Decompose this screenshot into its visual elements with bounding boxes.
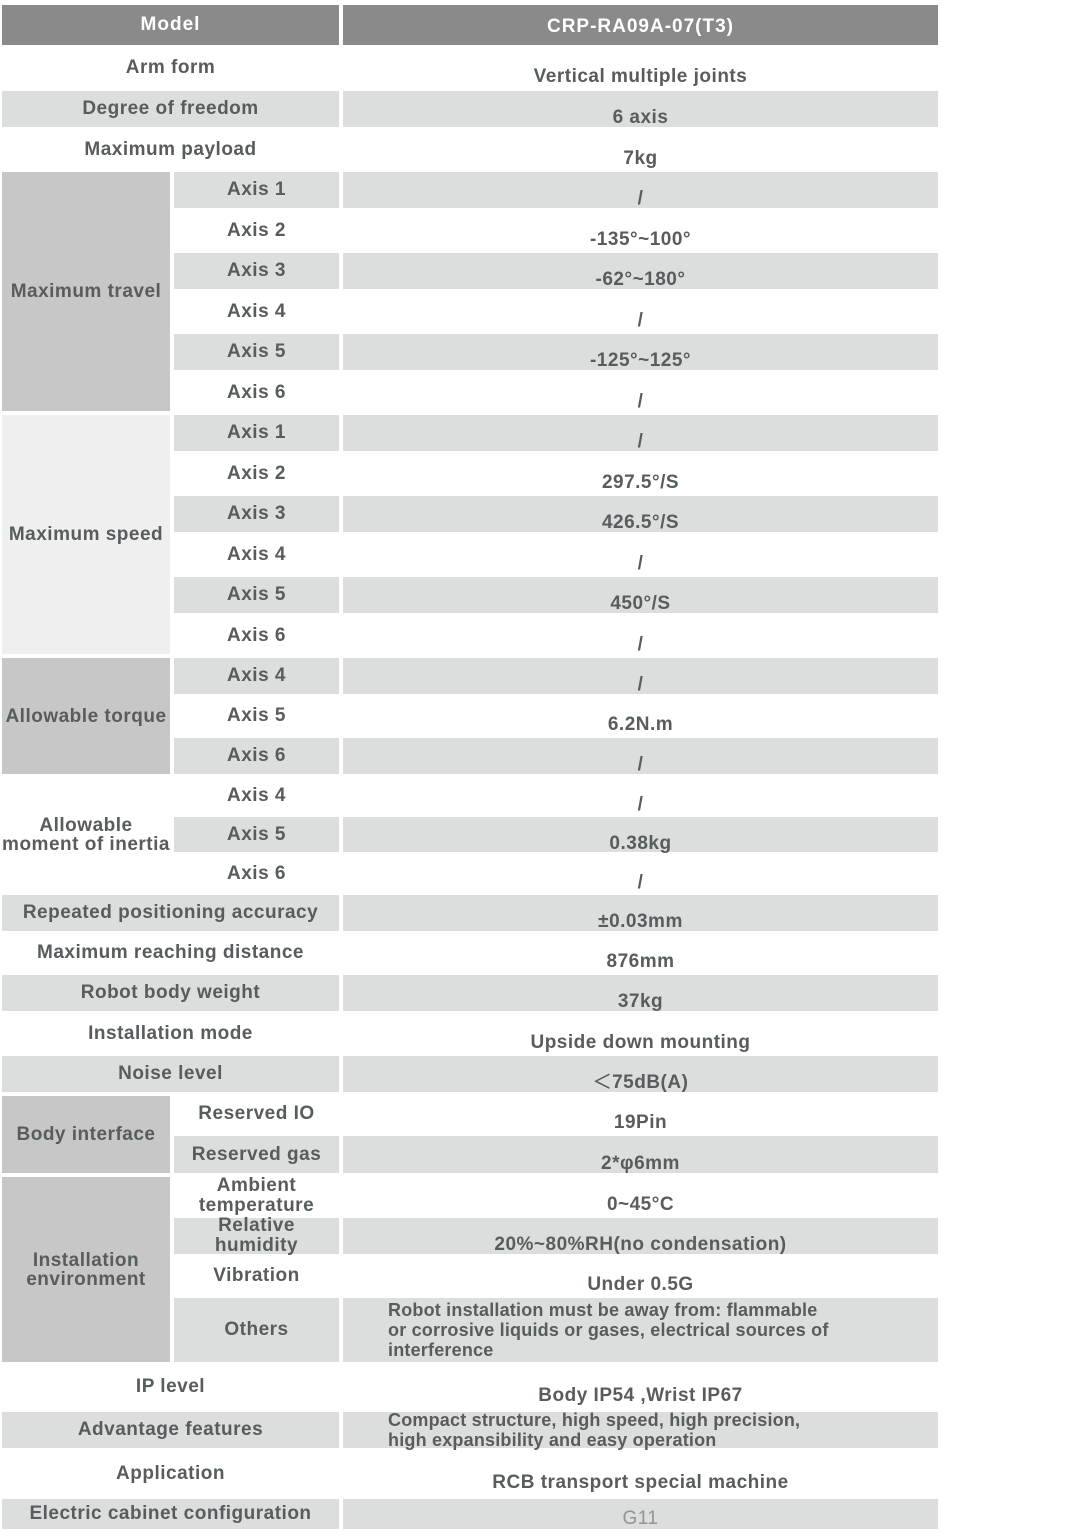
arm-form-value: Vertical multiple joints bbox=[533, 66, 748, 87]
speed-axis5-label-cell bbox=[174, 575, 339, 615]
travel-axis2-value: -135°~100° bbox=[589, 228, 692, 250]
body-weight-value-cell bbox=[343, 973, 938, 1013]
electric-cabinet-label: Electric cabinet configuration bbox=[29, 1503, 312, 1524]
payload-value-cell bbox=[343, 129, 938, 170]
travel-axis1-value-cell bbox=[343, 170, 938, 210]
relative-humidity-value-cell bbox=[343, 1216, 938, 1256]
torque-axis4-value: / bbox=[637, 674, 644, 695]
section-body-interface bbox=[2, 1094, 938, 1175]
application-value-cell bbox=[343, 1450, 938, 1497]
payload-value: 7kg bbox=[623, 147, 658, 169]
reserved-io-row bbox=[174, 1094, 938, 1134]
reserved-gas-value-cell bbox=[343, 1134, 938, 1175]
reserved-io-value-cell bbox=[343, 1094, 938, 1134]
electric-cabinet-value-cell bbox=[343, 1497, 938, 1531]
torque-axis5-row bbox=[174, 696, 938, 736]
row-advantage-features bbox=[2, 1410, 938, 1450]
reserved-gas-label: Reserved gas bbox=[191, 1143, 322, 1165]
electric-cabinet-value: G11 bbox=[622, 1508, 659, 1529]
speed-axis4-row bbox=[174, 534, 938, 575]
vibration-value: Under 0.5G bbox=[587, 1274, 694, 1295]
row-degree-of-freedom bbox=[2, 89, 938, 129]
allowable-moment-rows bbox=[174, 776, 938, 893]
travel-axis6-row bbox=[174, 372, 938, 413]
reserved-gas-value: 2*φ6mm bbox=[601, 1152, 680, 1174]
others-row bbox=[174, 1296, 938, 1364]
speed-axis5-row bbox=[174, 575, 938, 615]
travel-axis5-label: Axis 5 bbox=[227, 341, 286, 362]
allowable-moment-group-cell bbox=[2, 776, 170, 893]
travel-axis6-label: Axis 6 bbox=[227, 381, 286, 403]
allowable-torque-rows bbox=[174, 656, 938, 776]
speed-axis6-value: / bbox=[637, 633, 644, 655]
vibration-label-cell bbox=[174, 1256, 339, 1296]
travel-axis3-label: Axis 3 bbox=[227, 260, 286, 281]
travel-axis4-row bbox=[174, 291, 938, 332]
vibration-row bbox=[174, 1256, 938, 1296]
torque-axis4-value-cell bbox=[343, 656, 938, 696]
reaching-distance-label-cell bbox=[2, 933, 339, 973]
moment-axis5-label-cell bbox=[174, 815, 339, 854]
body-weight-label: Robot body weight bbox=[80, 982, 261, 1003]
noise-level-label-cell bbox=[2, 1054, 339, 1094]
speed-axis6-label-cell bbox=[174, 615, 339, 656]
travel-axis5-value: -125°~125° bbox=[589, 350, 692, 371]
payload-label: Maximum payload bbox=[84, 138, 257, 160]
section-allowable-moment bbox=[2, 776, 938, 893]
speed-axis3-label: Axis 3 bbox=[227, 503, 286, 524]
degree-value: 6 axis bbox=[612, 107, 669, 128]
speed-axis6-row bbox=[174, 615, 938, 656]
speed-axis5-value: 450°/S bbox=[610, 593, 671, 614]
speed-axis4-label: Axis 4 bbox=[227, 543, 286, 565]
torque-axis6-value: / bbox=[637, 754, 644, 775]
travel-axis3-row bbox=[174, 251, 938, 291]
travel-axis3-value: -62°~180° bbox=[595, 269, 686, 290]
relative-humidity-row bbox=[174, 1216, 938, 1256]
travel-axis1-row bbox=[174, 170, 938, 210]
speed-axis2-value: 297.5°/S bbox=[601, 471, 680, 493]
speed-axis4-value-cell bbox=[343, 534, 938, 575]
moment-axis6-value-cell bbox=[343, 854, 938, 893]
ip-level-value: Body IP54 ,Wrist IP67 bbox=[538, 1385, 743, 1406]
speed-axis2-label: Axis 2 bbox=[227, 462, 286, 484]
degree-label-cell bbox=[2, 89, 339, 129]
application-label: Application bbox=[116, 1462, 225, 1484]
section-maximum-speed bbox=[2, 413, 938, 656]
reserved-io-value: 19Pin bbox=[613, 1112, 668, 1133]
speed-axis6-value-cell bbox=[343, 615, 938, 656]
header-row bbox=[2, 3, 938, 47]
allowable-moment-label: Allowable moment of inertia bbox=[2, 814, 170, 855]
reaching-distance-value: 876mm bbox=[606, 951, 675, 972]
advantage-features-line2: high expansibility and easy operation bbox=[388, 1430, 717, 1450]
travel-axis6-value-cell bbox=[343, 372, 938, 413]
speed-axis2-value-cell bbox=[343, 453, 938, 494]
section-maximum-travel bbox=[2, 170, 938, 413]
ambient-temperature-label-cell bbox=[174, 1175, 339, 1216]
relative-humidity-value: 20%~80%RH(no condensation) bbox=[494, 1234, 787, 1255]
row-noise-level bbox=[2, 1054, 938, 1094]
degree-value-cell bbox=[343, 89, 938, 129]
moment-axis6-label: Axis 6 bbox=[227, 862, 286, 884]
advantage-features-line1: Compact structure, high speed, high precision, bbox=[388, 1410, 801, 1430]
ip-level-label-cell bbox=[2, 1364, 339, 1410]
travel-axis4-value-cell bbox=[343, 291, 938, 332]
speed-axis2-row bbox=[174, 453, 938, 494]
travel-axis2-label: Axis 2 bbox=[227, 219, 286, 241]
row-arm-form bbox=[2, 47, 938, 89]
moment-axis4-value-cell bbox=[343, 776, 938, 815]
moment-axis4-label: Axis 4 bbox=[227, 784, 286, 806]
others-value-line1: Robot installation must be away from: flammable bbox=[388, 1300, 818, 1320]
allowable-torque-group-cell bbox=[2, 656, 170, 776]
installation-mode-value-cell bbox=[343, 1013, 938, 1054]
installation-environment-group-cell bbox=[2, 1175, 170, 1364]
model-label: Model bbox=[140, 14, 201, 35]
travel-axis2-label-cell bbox=[174, 210, 339, 251]
torque-axis5-value-cell bbox=[343, 696, 938, 736]
speed-axis1-row bbox=[174, 413, 938, 453]
electric-cabinet-label-cell bbox=[2, 1497, 339, 1531]
reserved-gas-label-cell bbox=[174, 1134, 339, 1175]
row-electric-cabinet bbox=[2, 1497, 938, 1531]
moment-axis6-row bbox=[174, 854, 938, 893]
model-value: CRP-RA09A-07(T3) bbox=[546, 16, 735, 37]
reaching-distance-label: Maximum reaching distance bbox=[37, 942, 304, 963]
reserved-io-label-cell bbox=[174, 1094, 339, 1134]
travel-axis1-label: Axis 1 bbox=[227, 179, 286, 200]
application-label-cell bbox=[2, 1450, 339, 1497]
speed-axis1-label: Axis 1 bbox=[227, 422, 286, 443]
travel-axis2-value-cell bbox=[343, 210, 938, 251]
travel-axis2-row bbox=[174, 210, 938, 251]
moment-axis5-value: 0.38kg bbox=[609, 832, 672, 854]
advantage-features-value-cell bbox=[343, 1410, 938, 1450]
advantage-features-label-cell bbox=[2, 1410, 339, 1450]
maximum-speed-group-cell bbox=[2, 413, 170, 656]
noise-level-value-cell bbox=[343, 1054, 938, 1094]
torque-axis6-row bbox=[174, 736, 938, 776]
model-value-cell bbox=[343, 3, 938, 47]
maximum-speed-label: Maximum speed bbox=[8, 524, 164, 545]
row-maximum-payload bbox=[2, 129, 938, 170]
moment-axis5-label: Axis 5 bbox=[227, 823, 286, 845]
ambient-temperature-value-cell bbox=[343, 1175, 938, 1216]
speed-axis3-label-cell bbox=[174, 494, 339, 534]
body-interface-label: Body interface bbox=[16, 1124, 156, 1145]
degree-label: Degree of freedom bbox=[82, 98, 259, 119]
torque-axis5-label-cell bbox=[174, 696, 339, 736]
torque-axis6-label-cell bbox=[174, 736, 339, 776]
speed-axis3-value: 426.5°/S bbox=[601, 512, 680, 533]
relative-humidity-label-cell bbox=[174, 1216, 339, 1256]
installation-environment-label: Installation environment bbox=[26, 1249, 146, 1290]
torque-axis4-label: Axis 4 bbox=[227, 665, 286, 686]
torque-axis5-value: 6.2N.m bbox=[607, 714, 674, 735]
ip-level-value-cell bbox=[343, 1364, 938, 1410]
row-body-weight bbox=[2, 973, 938, 1013]
row-ip-level bbox=[2, 1364, 938, 1410]
torque-axis4-row bbox=[174, 656, 938, 696]
speed-axis3-value-cell bbox=[343, 494, 938, 534]
allowable-torque-label: Allowable torque bbox=[5, 705, 167, 727]
body-interface-rows bbox=[174, 1094, 938, 1175]
installation-environment-rows bbox=[174, 1175, 938, 1364]
speed-axis6-label: Axis 6 bbox=[227, 624, 286, 646]
travel-axis4-label-cell bbox=[174, 291, 339, 332]
reserved-io-label: Reserved IO bbox=[198, 1103, 315, 1124]
repeated-accuracy-value-cell bbox=[343, 893, 938, 933]
speed-axis1-label-cell bbox=[174, 413, 339, 453]
others-label-cell bbox=[174, 1296, 339, 1364]
moment-axis6-value: / bbox=[637, 871, 644, 893]
travel-axis6-label-cell bbox=[174, 372, 339, 413]
moment-axis4-label-cell bbox=[174, 776, 339, 815]
travel-axis3-value-cell bbox=[343, 251, 938, 291]
travel-axis5-row bbox=[174, 332, 938, 372]
application-value: RCB transport special machine bbox=[492, 1471, 789, 1493]
installation-mode-value: Upside down mounting bbox=[530, 1031, 751, 1053]
ambient-temperature-row bbox=[174, 1175, 938, 1216]
maximum-speed-rows bbox=[174, 413, 938, 656]
body-weight-label-cell bbox=[2, 973, 339, 1013]
travel-axis5-label-cell bbox=[174, 332, 339, 372]
torque-axis6-label: Axis 6 bbox=[227, 745, 286, 766]
travel-axis4-value: / bbox=[637, 309, 644, 331]
travel-axis3-label-cell bbox=[174, 251, 339, 291]
relative-humidity-label: Relative humidity bbox=[214, 1215, 299, 1256]
speed-axis1-value: / bbox=[637, 431, 644, 452]
speed-axis5-label: Axis 5 bbox=[227, 584, 286, 605]
speed-axis1-value-cell bbox=[343, 413, 938, 453]
row-reaching-distance bbox=[2, 933, 938, 973]
repeated-accuracy-label-cell bbox=[2, 893, 339, 933]
moment-axis5-value-cell bbox=[343, 815, 938, 854]
moment-axis6-label-cell bbox=[174, 854, 339, 893]
row-repeated-accuracy bbox=[2, 893, 938, 933]
others-value-cell bbox=[343, 1296, 938, 1364]
maximum-travel-label: Maximum travel bbox=[10, 281, 162, 302]
maximum-travel-group-cell bbox=[2, 170, 170, 413]
section-allowable-torque bbox=[2, 656, 938, 776]
body-interface-group-cell bbox=[2, 1094, 170, 1175]
travel-axis5-value-cell bbox=[343, 332, 938, 372]
speed-axis5-value-cell bbox=[343, 575, 938, 615]
moment-axis4-value: / bbox=[637, 793, 644, 815]
ambient-temperature-label: Ambient temperature bbox=[198, 1174, 315, 1216]
maximum-travel-rows bbox=[174, 170, 938, 413]
advantage-features-label: Advantage features bbox=[77, 1419, 264, 1440]
vibration-value-cell bbox=[343, 1256, 938, 1296]
noise-level-value: ＜75dB(A) bbox=[592, 1072, 689, 1093]
speed-axis4-label-cell bbox=[174, 534, 339, 575]
speed-axis3-row bbox=[174, 494, 938, 534]
ip-level-label: IP level bbox=[135, 1376, 206, 1397]
moment-axis5-row bbox=[174, 815, 938, 854]
installation-mode-label: Installation mode bbox=[88, 1022, 253, 1044]
spec-table bbox=[2, 3, 938, 1531]
noise-level-label: Noise level bbox=[118, 1063, 223, 1084]
torque-axis6-value-cell bbox=[343, 736, 938, 776]
model-header-cell bbox=[2, 3, 339, 47]
row-installation-mode bbox=[2, 1013, 938, 1054]
travel-axis1-label-cell bbox=[174, 170, 339, 210]
installation-mode-label-cell bbox=[2, 1013, 339, 1054]
repeated-accuracy-label: Repeated positioning accuracy bbox=[22, 902, 319, 923]
travel-axis6-value: / bbox=[637, 390, 644, 412]
travel-axis4-label: Axis 4 bbox=[227, 300, 286, 322]
body-weight-value: 37kg bbox=[617, 991, 664, 1012]
arm-form-label-cell bbox=[2, 47, 339, 89]
moment-axis4-row bbox=[174, 776, 938, 815]
reserved-gas-row bbox=[174, 1134, 938, 1175]
ambient-temperature-value: 0~45°C bbox=[606, 1193, 675, 1215]
others-value-line3: interference bbox=[388, 1340, 494, 1360]
others-label: Others bbox=[224, 1319, 289, 1340]
reaching-distance-value-cell bbox=[343, 933, 938, 973]
section-installation-environment bbox=[2, 1175, 938, 1364]
torque-axis5-label: Axis 5 bbox=[227, 705, 286, 726]
speed-axis2-label-cell bbox=[174, 453, 339, 494]
arm-form-value-cell bbox=[343, 47, 938, 89]
vibration-label: Vibration bbox=[213, 1265, 300, 1286]
repeated-accuracy-value: ±0.03mm bbox=[598, 911, 683, 932]
travel-axis1-value: / bbox=[637, 188, 644, 209]
row-application bbox=[2, 1450, 938, 1497]
speed-axis4-value: / bbox=[637, 552, 644, 574]
arm-form-label: Arm form bbox=[125, 57, 216, 78]
torque-axis4-label-cell bbox=[174, 656, 339, 696]
payload-label-cell bbox=[2, 129, 339, 170]
others-value-line2: or corrosive liquids or gases, electrical sources of bbox=[388, 1320, 829, 1340]
